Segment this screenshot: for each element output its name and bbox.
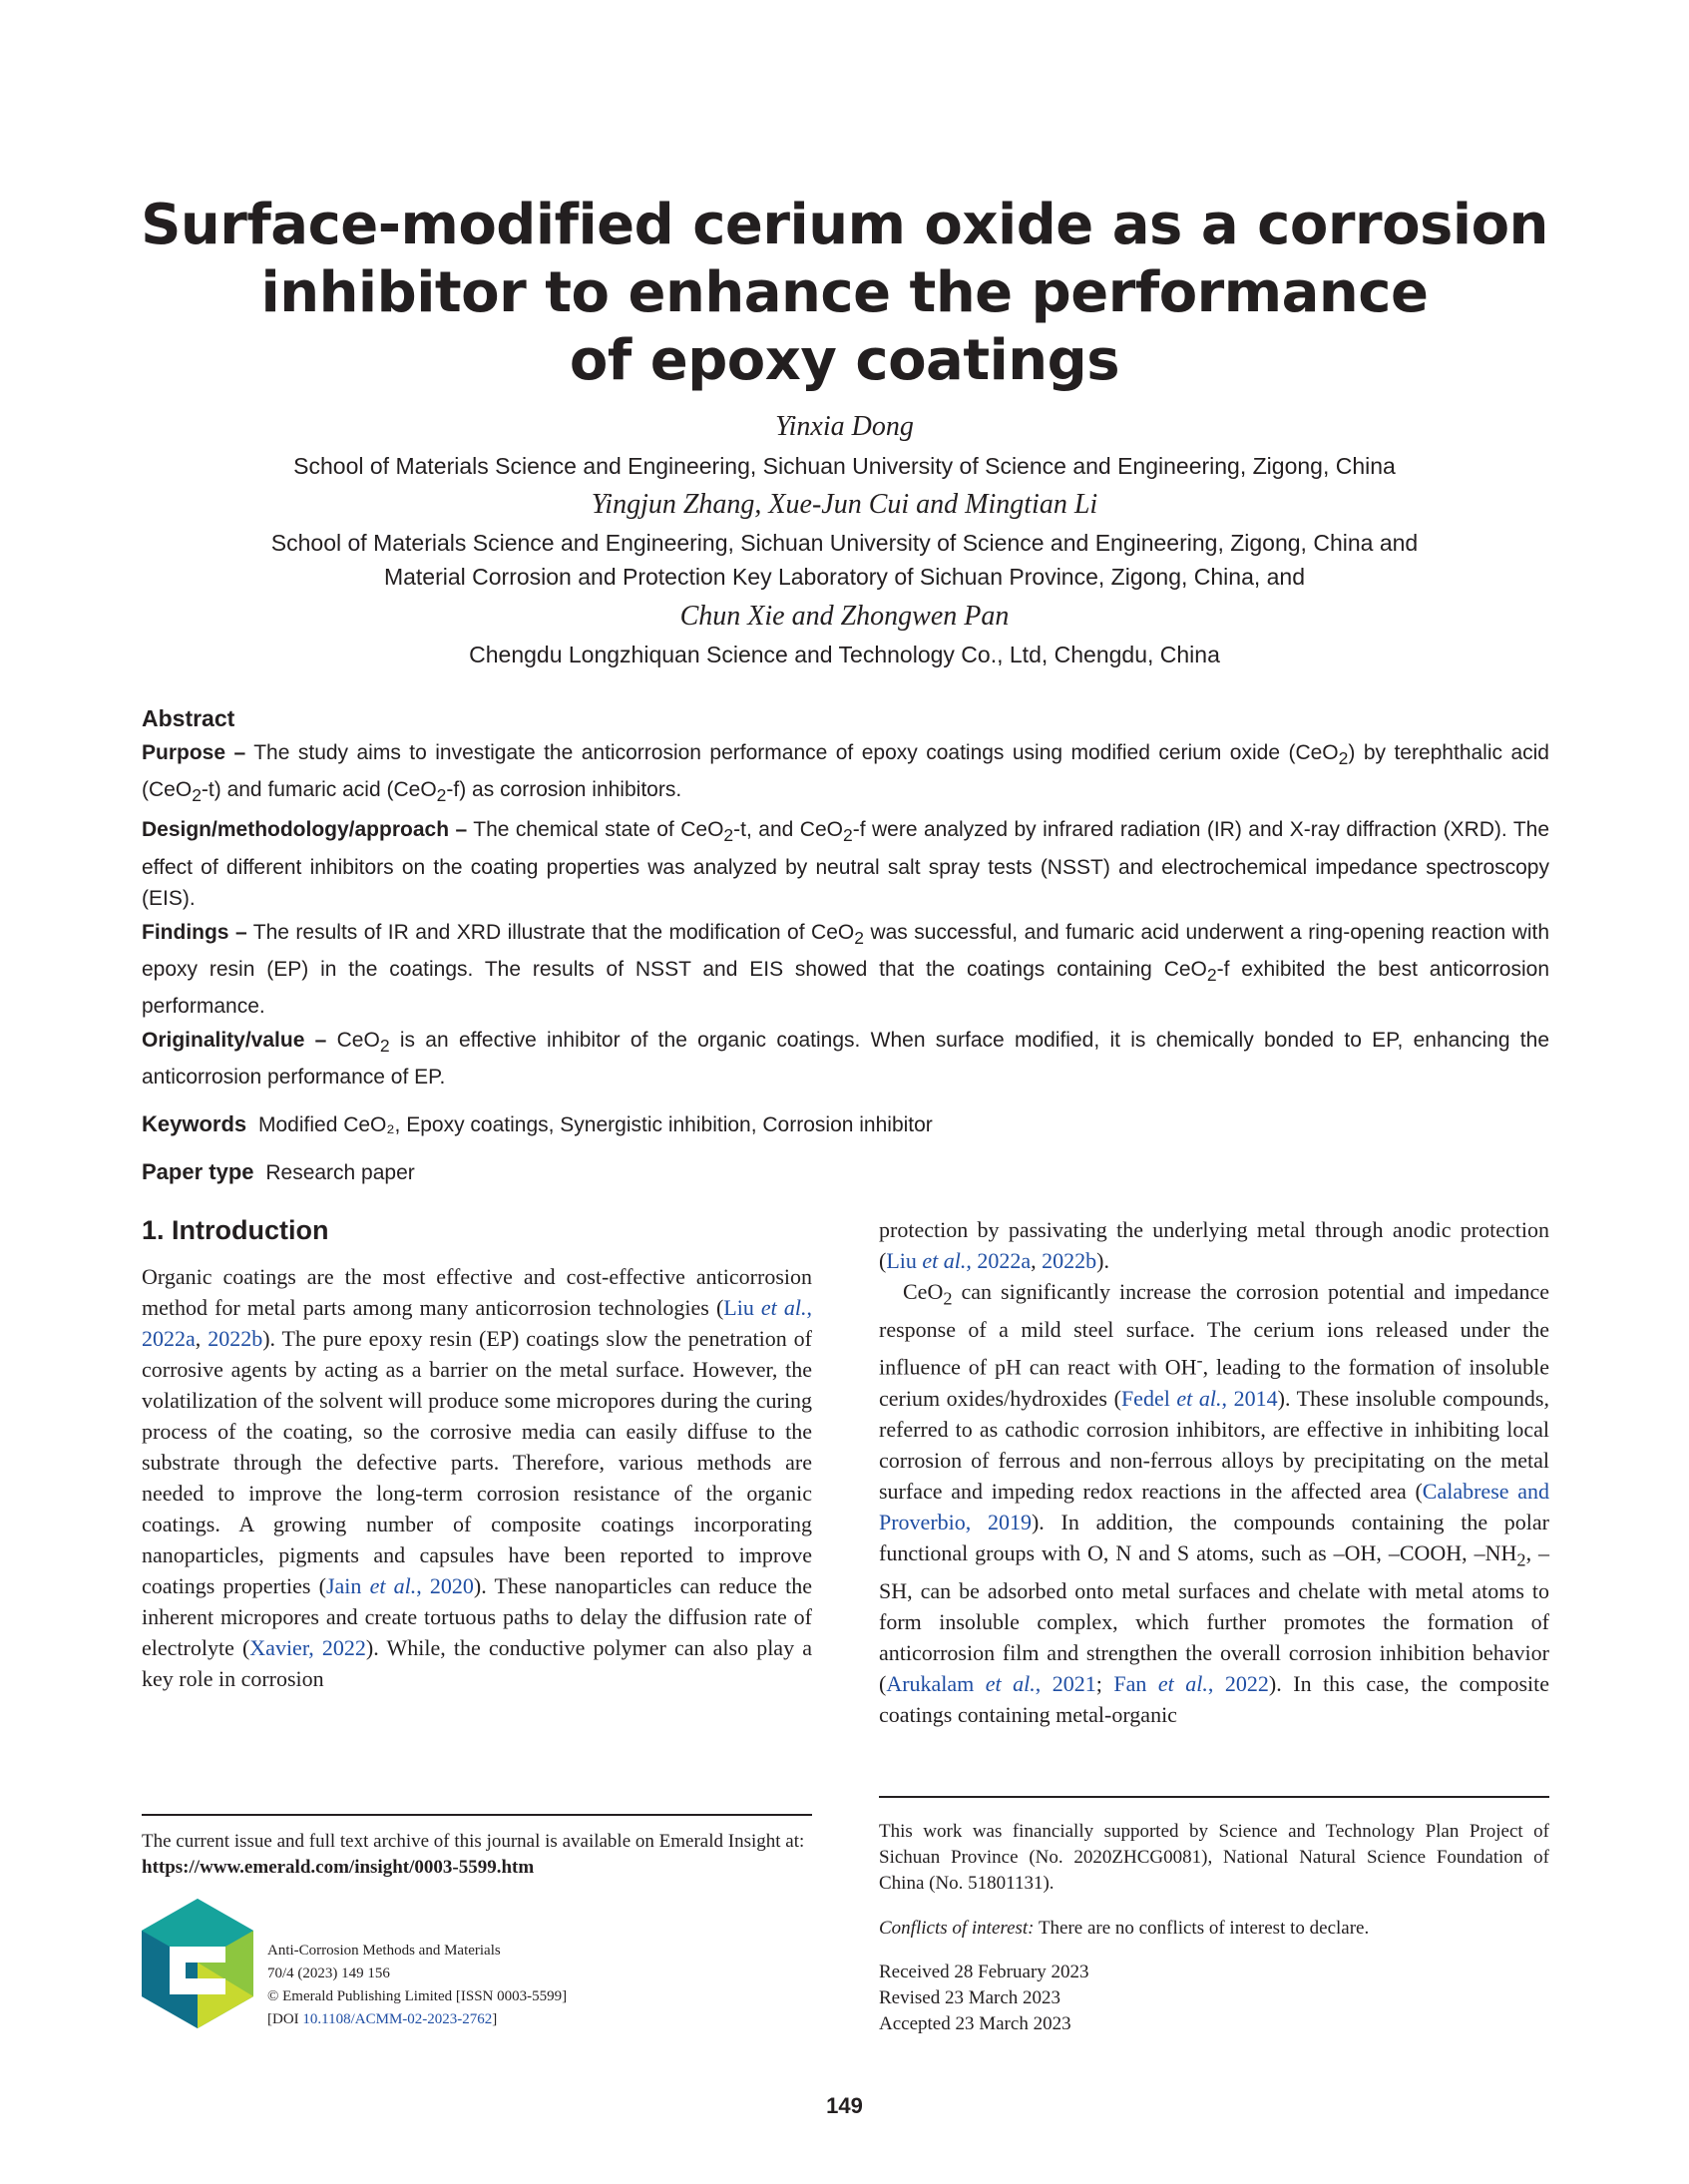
citation-link[interactable]: Jain et al., 2020 [325,1573,474,1598]
citation-link[interactable]: 2022b [1042,1248,1097,1273]
journal-publisher: © Emerald Publishing Limited [ISSN 0003-5599] [267,1988,568,2004]
citation-link[interactable]: Liu et al., 2022a [886,1248,1032,1273]
funding-note: This work was financially supported by Science and Technology Plan Project of Sichuan Province (No. 2020ZHCG0081), National Natural Science Foundation of China (No. 51801131). [879,1821,1549,1894]
section-heading-introduction: 1. Introduction [142,1215,329,1245]
journal-info [267,1940,786,2031]
received-date: Received 28 February 2023 [879,1962,1089,1982]
citation-link[interactable]: Arukalam et al., 2021 [886,1671,1096,1697]
footnote-divider-right [879,1796,1549,1798]
archive-note: The current issue and full text archive of this journal is available on Emerald Insight at: https://www.emerald.com/insight/0003-5599.htm [142,1831,805,1878]
author-group-2: Yingjun Zhang, Xue-Jun Cui and Mingtian Li [591,489,1098,520]
citation-link[interactable]: Fan et al., 2022 [1113,1671,1269,1697]
article-title [140,192,1549,395]
page-number: 149 [826,2093,863,2118]
affiliation-1: School of Materials Science and Engineering, Sichuan University of Science and Engineering, Zigong, China [293,453,1396,479]
abstract-heading: Abstract [142,705,235,731]
doi-link[interactable]: 10.1108/ACMM-02-2023-2762 [302,2011,493,2027]
journal-name: Anti-Corrosion Methods and Materials [267,1943,501,1959]
keywords: Keywords Modified CeO₂, Epoxy coatings, Synergistic inhibition, Corrosion inhibitor [142,1111,933,1137]
title-line-1: Surface-modified cerium oxide as a corrosion [141,193,1548,257]
revised-date: Revised 23 March 2023 [879,1987,1061,2008]
paper-type: Paper type Research paper [142,1159,415,1185]
conflicts-note: Conflicts of interest: There are no conflicts of interest to declare. [879,1918,1370,1939]
affiliation-2a: School of Materials Science and Engineering, Sichuan University of Science and Engineering, Zigong, China and [270,530,1419,556]
emerald-logo [142,1899,253,2028]
author-group-1: Yinxia Dong [775,411,914,442]
citation-link[interactable]: Fedel et al., 2014 [1120,1385,1278,1411]
archive-url[interactable]: https://www.emerald.com/insight/0003-5599.htm [142,1857,535,1878]
body-column-left [142,1261,812,1694]
citation-link[interactable]: Calabrese and Proverbio, 2019 [879,1478,1550,1534]
affiliation-3: Chengdu Longzhiquan Science and Technology Co., Ltd, Chengdu, China [469,642,1220,667]
journal-doi: [DOI 10.1108/ACMM-02-2023-2762] [267,2011,498,2027]
citation-link[interactable]: Xavier, 2022 [249,1635,366,1660]
article-dates [879,1960,1549,2037]
title-line-3: of epoxy coatings [569,328,1120,393]
title-line-2: inhibitor to enhance the performance [260,260,1429,325]
abstract-findings: Findings – The results of IR and XRD illustrate that the modification of CeO$_2$ was successful, and fumaric acid underwent a ring-opening reaction with epoxy resin (EP) in the coatings. The results of NSST and EIS showed that the coatings containing CeO$_2$-f exhibited the best anticorrosion performance. [142,920,1549,1018]
abstract [142,703,1549,1191]
journal-volume: 70/4 (2023) 149 156 [267,1966,390,1981]
abstract-design: Design/methodology/approach – The chemical state of CeO$_2$-t, and CeO$_2$-f were analyzed by infrared radiation (IR) and X-ray diffraction (XRD). The effect of different inhibitors on the coating properties was analyzed by neutral salt spray tests (NSST) and electrochemical impedance spectroscopy (EIS). [142,818,1549,910]
intro-paragraph-1-cont: protection by passivating the underlying metal through anodic protection (Liu et al., 2022a, 2022b). [879,1217,1549,1273]
body-column-right [879,1214,1549,1730]
affiliation-2b: Material Corrosion and Protection Key Laboratory of Sichuan Province, Zigong, China, and [383,564,1306,590]
abstract-purpose: Purpose – The study aims to investigate the anticorrosion performance of epoxy coatings using modified cerium oxide (CeO$_2$) by terephthalic acid (CeO$_2$-t) and fumaric acid (CeO$_2$-f) as corrosion inhibitors. [142,741,1549,806]
citation-link[interactable]: Liu et al., 2022a [142,1295,812,1351]
accepted-date: Accepted 23 March 2023 [879,2013,1071,2034]
citation-link[interactable]: 2022b [208,1326,263,1351]
intro-paragraph-1: Organic coatings are the most effective and cost-effective anticorrosion method for metal parts among many anticorrosion technologies (Liu et al., 2022a, 2022b). The pure epoxy resin (EP) coatings slow the penetration of corrosive agents by acting as a barrier on the metal surface. However, the volatilization of the solvent will produce some micropores during the curing process of the coating, so the corrosive media can easily diffuse to the substrate through the defective parts. Therefore, various methods are needed to improve the long-term corrosion resistance of the organic coatings. A growing number of composite coatings incorporating nanoparticles, pigments and capsules have been reported to improve coatings properties (Jain et al., 2020). These nanoparticles can reduce the inherent micropores and create tortuous paths to delay the diffusion rate of electrolyte (Xavier, 2022). While, the conductive polymer can also play a key role in corrosion [142,1264,812,1691]
abstract-originality: Originality/value – CeO$_2$ is an effective inhibitor of the organic coatings. When surface modified, it is chemically bonded to EP, enhancing the anticorrosion performance of EP. [142,1028,1549,1090]
intro-paragraph-2: CeO$_2$ can significantly increase the corrosion potential and impedance response of a mild steel surface. The cerium ions released under the influence of pH can react with OH-, leading to the formation of insoluble cerium oxides/hydroxides (Fedel et al., 2014). These insoluble compounds, referred to as cathodic corrosion inhibitors, are effective in inhibiting local corrosion of ferrous and non-ferrous alloys by precipitating on the metal surface and impeding redox reactions in the affected area (Calabrese and Proverbio, 2019). In addition, the compounds containing the polar functional groups with O, N and S atoms, such as –OH, –COOH, $-NH_2$, –SH, can be adsorbed onto metal surfaces and chelate with metal atoms to form insoluble complex, which further promotes the formation of anticorrosion film and strengthen the overall corrosion inhibition behavior (Arukalam et al., 2021; Fan et al., 2022). In this case, the composite coatings containing metal-organic [879,1279,1550,1728]
author-group-3: Chun Xie and Zhongwen Pan [679,601,1010,632]
footnote-divider-left [142,1814,812,1816]
